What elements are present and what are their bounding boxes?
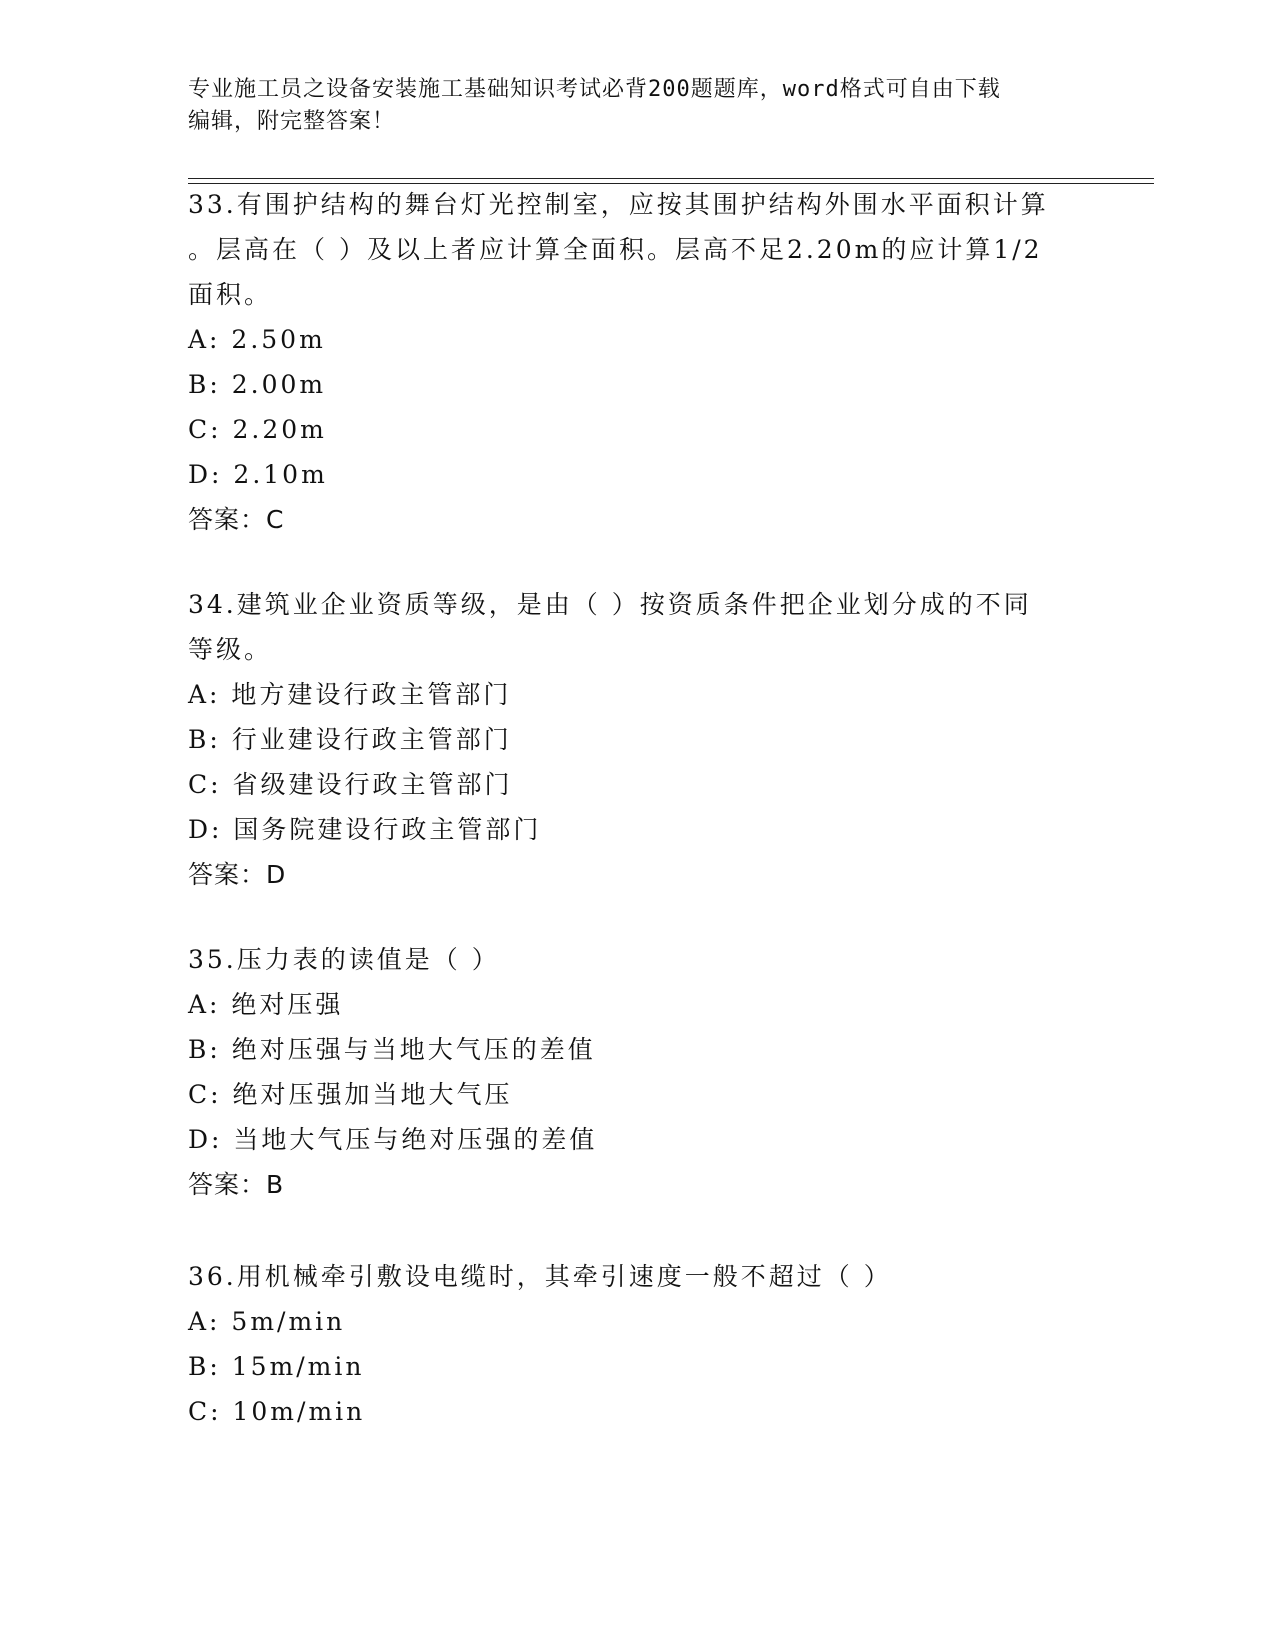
stem-line: 。层高在（ ）及以上者应计算全面积。层高不足2.20m的应计算1/2: [188, 235, 1043, 264]
stem-line: 33.有围护结构的舞台灯光控制室，应按其围护结构外围水平面积计算: [188, 190, 1049, 219]
header-divider-top: [188, 178, 1154, 179]
header-title-line-2: 编辑，附完整答案！: [188, 109, 396, 134]
question-stem: [188, 582, 1088, 672]
option-a: A: 绝对压强: [188, 990, 344, 1019]
stem-line: 34.建筑业企业资质等级，是由（ ）按资质条件把企业划分成的不同: [188, 590, 1032, 619]
question-stem: [188, 937, 1088, 982]
answer-line: 答案：D: [188, 860, 287, 889]
option-c: C: 10m/min: [188, 1397, 366, 1426]
question-34: [188, 582, 1088, 897]
option-b: B: 绝对压强与当地大气压的差值: [188, 1035, 596, 1064]
option-c: C: 绝对压强加当地大气压: [188, 1080, 513, 1109]
option-b: B: 15m/min: [188, 1352, 365, 1381]
option-a: A: 2.50m: [188, 325, 326, 354]
question-36: [188, 1254, 1088, 1434]
option-a: A: 地方建设行政主管部门: [188, 680, 512, 709]
answer-line: 答案：C: [188, 505, 285, 534]
stem-line: 35.压力表的读值是（ ）: [188, 945, 500, 974]
question-35: [188, 937, 1088, 1207]
option-c: C: 2.20m: [188, 415, 327, 444]
option-b: B: 2.00m: [188, 370, 327, 399]
answer-line: 答案：B: [188, 1170, 285, 1199]
option-c: C: 省级建设行政主管部门: [188, 770, 513, 799]
option-a: A: 5m/min: [188, 1307, 346, 1336]
question-33: [188, 182, 1088, 542]
stem-line: 等级。: [188, 635, 273, 664]
stem-line: 36.用机械牵引敷设电缆时，其牵引速度一般不超过（ ）: [188, 1262, 892, 1291]
question-stem: [188, 1254, 1088, 1299]
question-stem: [188, 182, 1088, 317]
option-b: B: 行业建设行政主管部门: [188, 725, 512, 754]
stem-line: 面积。: [188, 280, 273, 309]
option-d: D: 国务院建设行政主管部门: [188, 815, 542, 844]
option-d: D: 2.10m: [188, 460, 328, 489]
header-title-line-1: 专业施工员之设备安装施工基础知识考试必背200题题库，word格式可自由下载: [188, 77, 1001, 102]
document-header: [188, 74, 1068, 138]
option-d: D: 当地大气压与绝对压强的差值: [188, 1125, 598, 1154]
